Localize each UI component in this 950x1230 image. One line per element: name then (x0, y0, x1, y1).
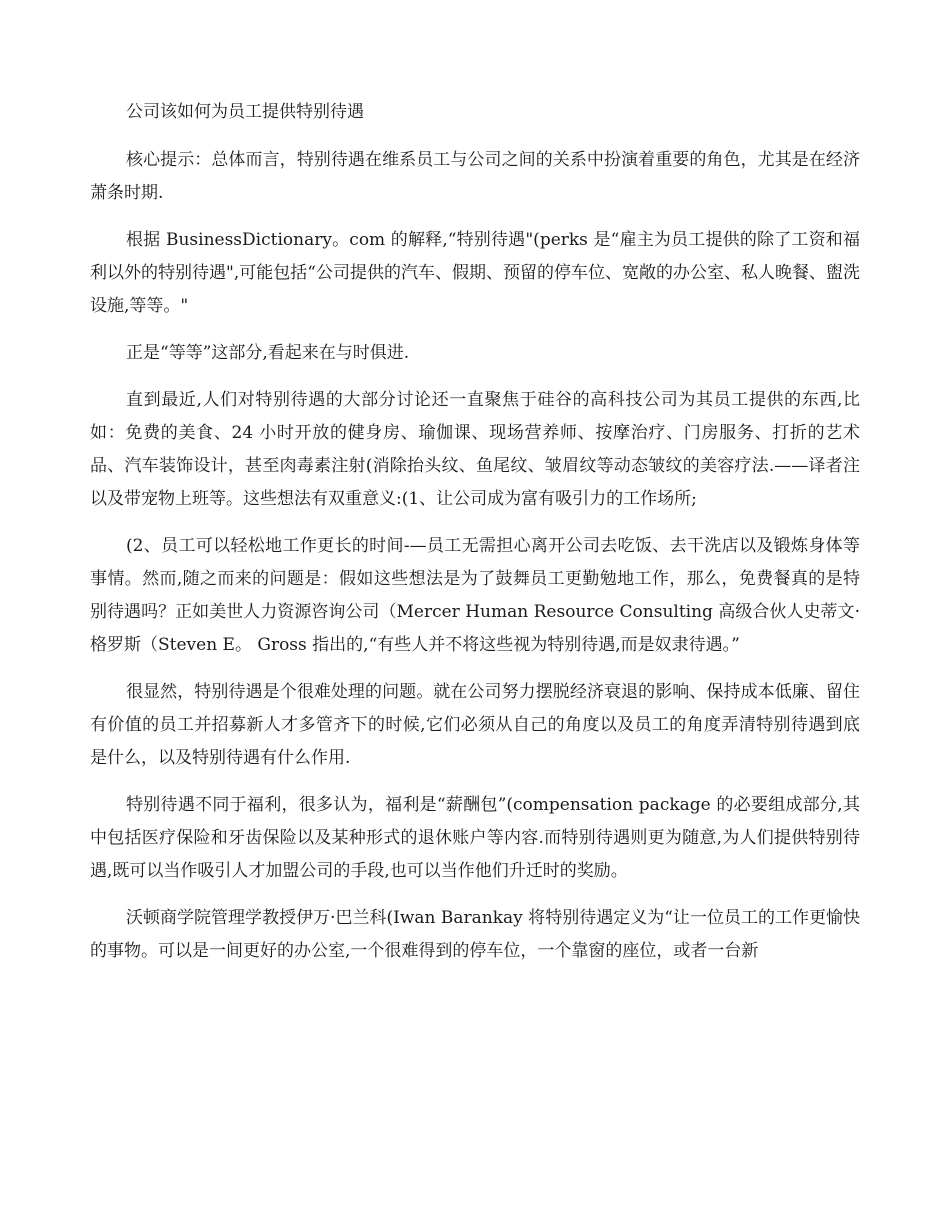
paragraph-etc: 正是“等等”这部分,看起来在与时俱进. (126, 343, 410, 363)
paragraph-longer-hours: (2、员工可以轻松地工作更长的时间-—员工无需担心离开公司去吃饭、去干洗店以及锻炼身体等事情。然而,随之而来的问题是：假如这些想法是为了鼓舞员工更勤勉地工作，那么，免费餐真的是特别待遇吗？正如美世人力资源咨询公司（Mercer Human Resource Consulting 高级合伙人史蒂文·格罗斯（Steven E。 Gross 指出的,“有些人并不将这些视为特别待遇,而是奴隶待遇。” (90, 536, 860, 655)
paragraph-definition: 根据 BusinessDictionary。com 的解释,“特别待遇"(perks 是“雇主为员工提供的除了工资和福利以外的特别待遇",可能包括“公司提供的汽车、假期、预留的停车位、宽敞的办公室、私人晚餐、盥洗设施,等等。" (90, 230, 860, 316)
document-body (90, 96, 860, 982)
paragraph-silicon-valley: 直到最近,人们对特别待遇的大部分讨论还一直聚焦于硅谷的高科技公司为其员工提供的东西,比如：免费的美食、24 小时开放的健身房、瑜伽课、现场营养师、按摩治疗、门房服务、打折的艺术品、汽车装饰设计，甚至肉毒素注射(消除抬头纹、鱼尾纹、皱眉纹等动态皱纹的美容疗法.——译者注以及带宠物上班等。这些想法有双重意义:(1、让公司成为富有吸引力的工作场所; (90, 390, 860, 509)
paragraph-wharton-definition: 沃顿商学院管理学教授伊万·巴兰科(Iwan Barankay 将特别待遇定义为“让一位员工的工作更愉快的事物。可以是一间更好的办公室,一个很难得到的停车位，一个靠窗的座位，或者一台新 (90, 908, 860, 961)
paragraph-difficult-problem: 很显然，特别待遇是个很难处理的问题。就在公司努力摆脱经济衰退的影响、保持成本低廉、留住有价值的员工并招募新人才多管齐下的时候,它们必须从自己的角度以及员工的角度弄清特别待遇到底是什么，以及特别待遇有什么作用. (90, 682, 860, 768)
paragraph-core-tip: 核心提示：总体而言，特别待遇在维系员工与公司之间的关系中扮演着重要的角色，尤其是在经济萧条时期. (90, 150, 860, 203)
document-title: 公司该如何为员工提供特别待遇 (126, 102, 364, 122)
paragraph-perks-vs-benefits: 特别待遇不同于福利，很多认为，福利是“薪酬包”(compensation package 的必要组成部分,其中包括医疗保险和牙齿保险以及某种形式的退休账户等内容.而特别待遇则更为随意,为人们提供特别待遇,既可以当作吸引人才加盟公司的手段,也可以当作他们升迁时的奖励。 (90, 795, 860, 881)
